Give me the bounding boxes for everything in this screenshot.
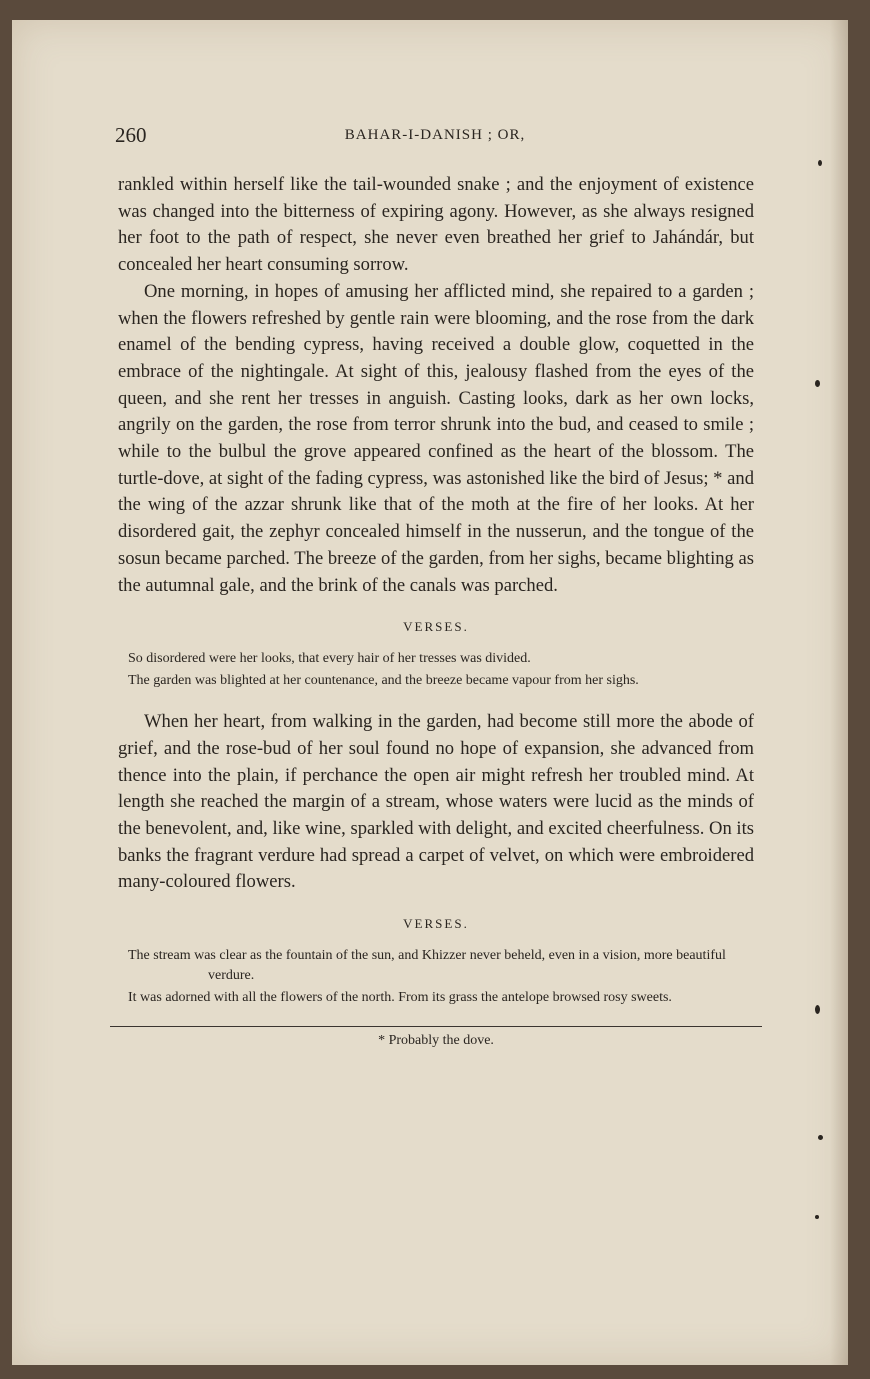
- verse-block-1: [118, 649, 754, 691]
- paragraph-3: When her heart, from walking in the garden, had become still more the abode of grief, and the rose-bud of her soul found no hope of expansion, she advanced from thence into the plain, if perchance the open air might refresh her troubled mind. At length she reached the margin of a stream, whose waters were lucid as the minds of the benevolent, and, like wine, sparkled with delight, and excited cheerfulness. On its banks the fragrant verdure had spread a carpet of velvet, on which were embroidered many-coloured flowers.: [118, 711, 754, 893]
- book-page: [12, 20, 848, 1365]
- page-number: 260: [115, 123, 147, 147]
- page-edge-shadow: [830, 20, 848, 1365]
- verses-heading-1: VERSES.: [403, 619, 469, 635]
- footnote-rule: [110, 1026, 762, 1027]
- running-title: BAHAR-I-DANISH ; OR,: [344, 127, 526, 143]
- verse-block-2: [118, 946, 754, 1008]
- ink-speck: [815, 1215, 819, 1219]
- paragraph-2: One morning, in hopes of amusing her afflicted mind, she repaired to a garden ; when the flowers refreshed by gentle rain were blooming, and the rose from the dark enamel of the bending cypress, having received a double glow, coquetted in the embrace of the nightingale. At sight of this, jealousy flashed from the eyes of the queen, and she rent her tresses in anguish. Casting looks, dark as her own locks, angrily on the garden, the rose from terror shrunk into the bud, and ceased to smile ; while to the bulbul the grove appeared confined as the heart of the blossom. The turtle-dove, at sight of the fading cypress, was astonished like the bird of Jesus; * and the wing of the azzar shrunk like that of the moth at the fire of her looks. At her disordered gait, the zephyr concealed himself in the nusserun, and the tongue of the sosun became parched. The breeze of the garden, from her sighs, became blighting as the autumnal gale, and the brink of the canals was parched.: [118, 280, 754, 596]
- running-head: [115, 123, 755, 153]
- verse-line: It was adorned with all the flowers of the north. From its grass the antelope browsed rosy sweets.: [128, 990, 672, 1006]
- verses-heading-2: VERSES.: [403, 916, 469, 932]
- ink-speck: [818, 160, 822, 166]
- verse-line: The garden was blighted at her countenance, and the breeze became vapour from her sighs.: [128, 673, 639, 689]
- ink-speck: [818, 1135, 823, 1140]
- body-text: [118, 172, 754, 1049]
- footnote: * Probably the dove.: [378, 1033, 494, 1049]
- paragraph-1: rankled within herself like the tail-wounded snake ; and the enjoyment of existence was changed into the bitterness of expiring agony. However, as she always resigned her foot to the path of respect, she never even breathed her grief to Jahándár, but concealed her heart consuming sorrow.: [118, 174, 754, 276]
- verse-line: The stream was clear as the fountain of the sun, and Khizzer never beheld, even in a vision, more beautiful verdure.: [128, 948, 726, 984]
- ink-speck: [815, 380, 820, 387]
- verse-line: So disordered were her looks, that every hair of her tresses was divided.: [128, 651, 531, 667]
- ink-speck: [815, 1005, 820, 1014]
